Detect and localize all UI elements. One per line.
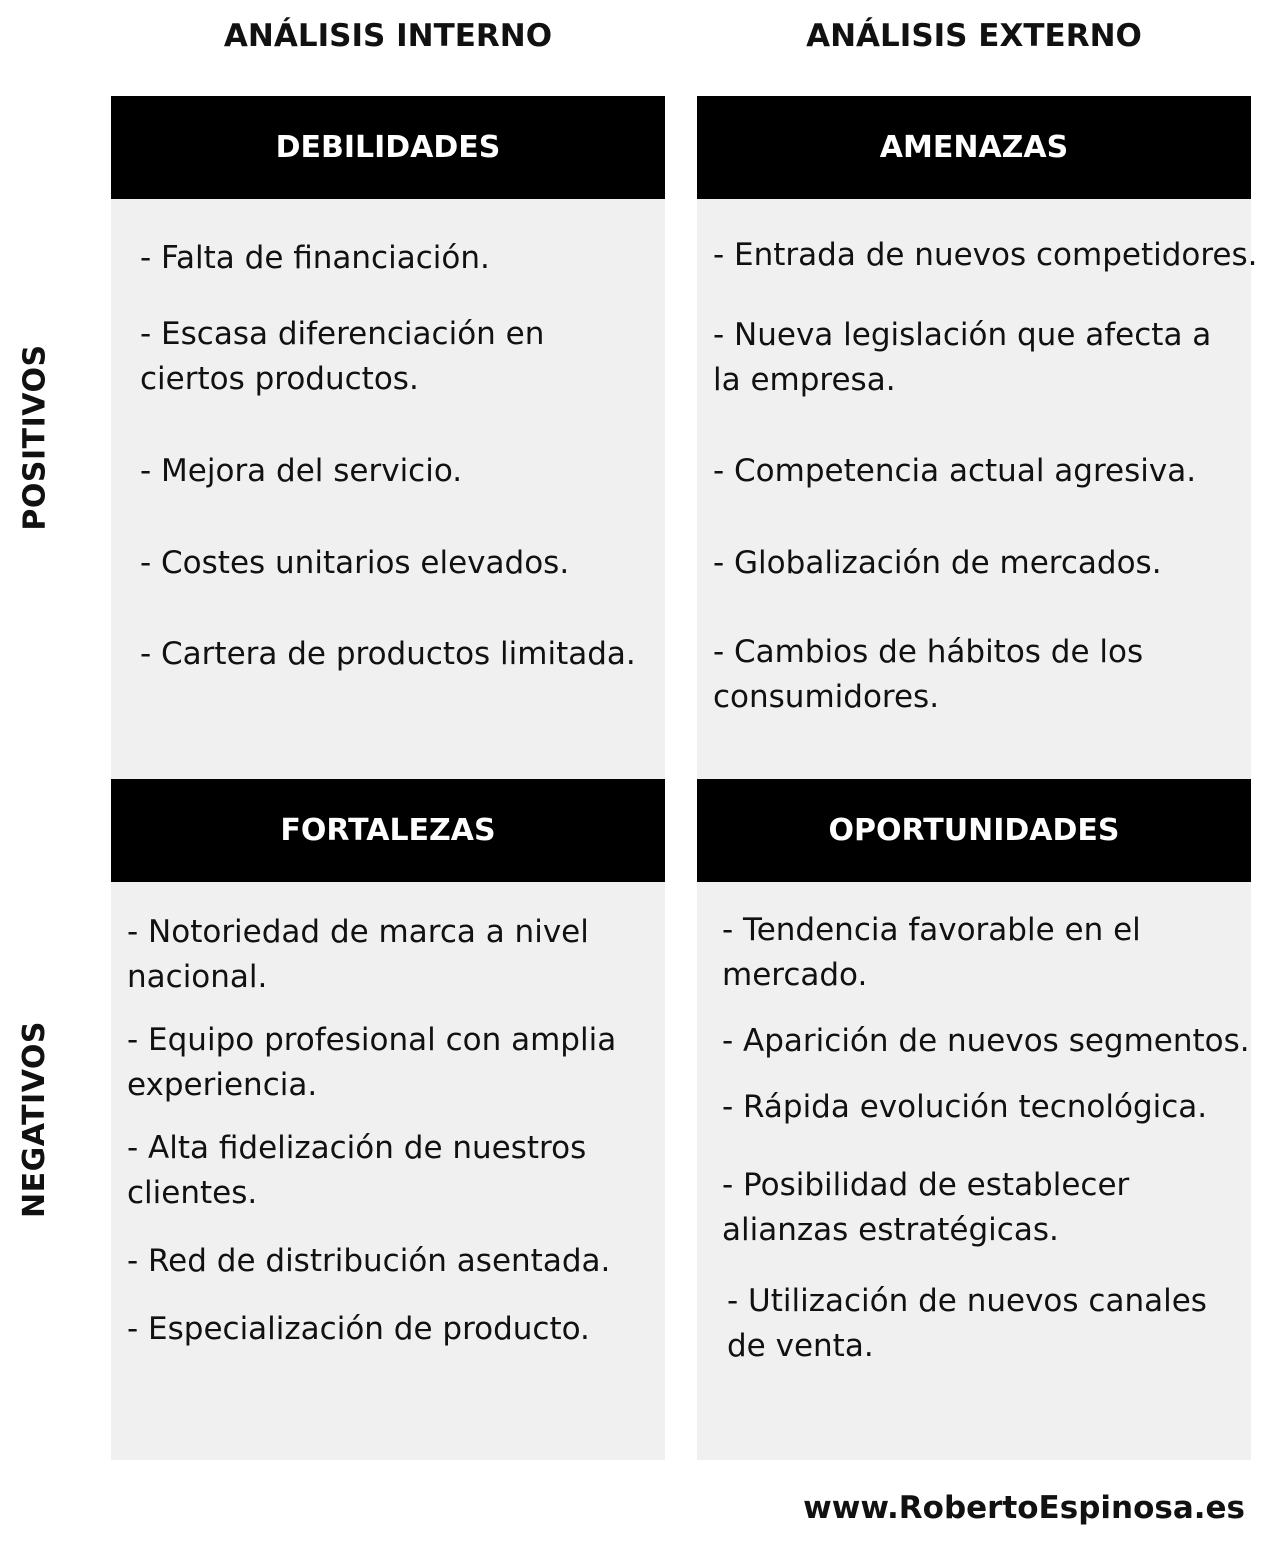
quadrant-amenazas-title: AMENAZAS [697,96,1251,199]
quadrant-oportunidades [697,779,1251,1460]
amenazas-item: - Competencia actual agresiva. [713,453,1197,489]
fortalezas-item: - Red de distribución asentada. [127,1243,611,1279]
amenazas-item: - Cambios de hábitos de los consumidores. [713,634,1144,715]
oportunidades-item: - Rápida evolución tecnológica. [722,1089,1208,1125]
quadrant-debilidades-title: DEBILIDADES [111,96,665,199]
amenazas-item: - Entrada de nuevos competidores. [713,237,1258,273]
column-title-external: ANÁLISIS EXTERNO [806,18,1142,54]
fortalezas-item: - Equipo profesional con amplia experiencia. [127,1022,617,1103]
oportunidades-item: - Aparición de nuevos segmentos. [722,1023,1250,1059]
oportunidades-item: - Utilización de nuevos canales de venta. [727,1283,1207,1364]
amenazas-item: - Nueva legislación que afecta a la empresa. [713,317,1212,398]
amenazas-item: - Globalización de mercados. [713,545,1162,581]
debilidades-item: - Costes unitarios elevados. [140,545,570,581]
quadrant-oportunidades-title: OPORTUNIDADES [697,779,1251,882]
fortalezas-item: - Especialización de producto. [127,1311,590,1347]
row-title-positive-label: POSITIVOS [17,344,53,531]
debilidades-item: - Falta de financiación. [140,240,490,276]
row-title-negative [0,779,70,1460]
row-title-negative-label: NEGATIVOS [17,1020,53,1219]
oportunidades-item: - Tendencia favorable en el mercado. [722,912,1141,993]
column-title-internal: ANÁLISIS INTERNO [223,18,553,54]
quadrant-debilidades [111,96,665,779]
footer-url: www.RobertoEspinosa.es [803,1490,1245,1526]
fortalezas-item: - Alta fidelización de nuestros clientes. [127,1130,587,1211]
fortalezas-item: - Notoriedad de marca a nivel nacional. [127,914,589,995]
debilidades-item: - Mejora del servicio. [140,453,463,489]
row-title-positive [0,96,70,779]
quadrant-fortalezas [111,779,665,1460]
quadrant-fortalezas-title: FORTALEZAS [111,779,665,882]
debilidades-item: - Cartera de productos limitada. [140,636,636,672]
debilidades-item: - Escasa diferenciación en ciertos productos. [140,316,545,397]
quadrant-amenazas [697,96,1258,779]
oportunidades-item: - Posibilidad de establecer alianzas estratégicas. [722,1167,1130,1248]
